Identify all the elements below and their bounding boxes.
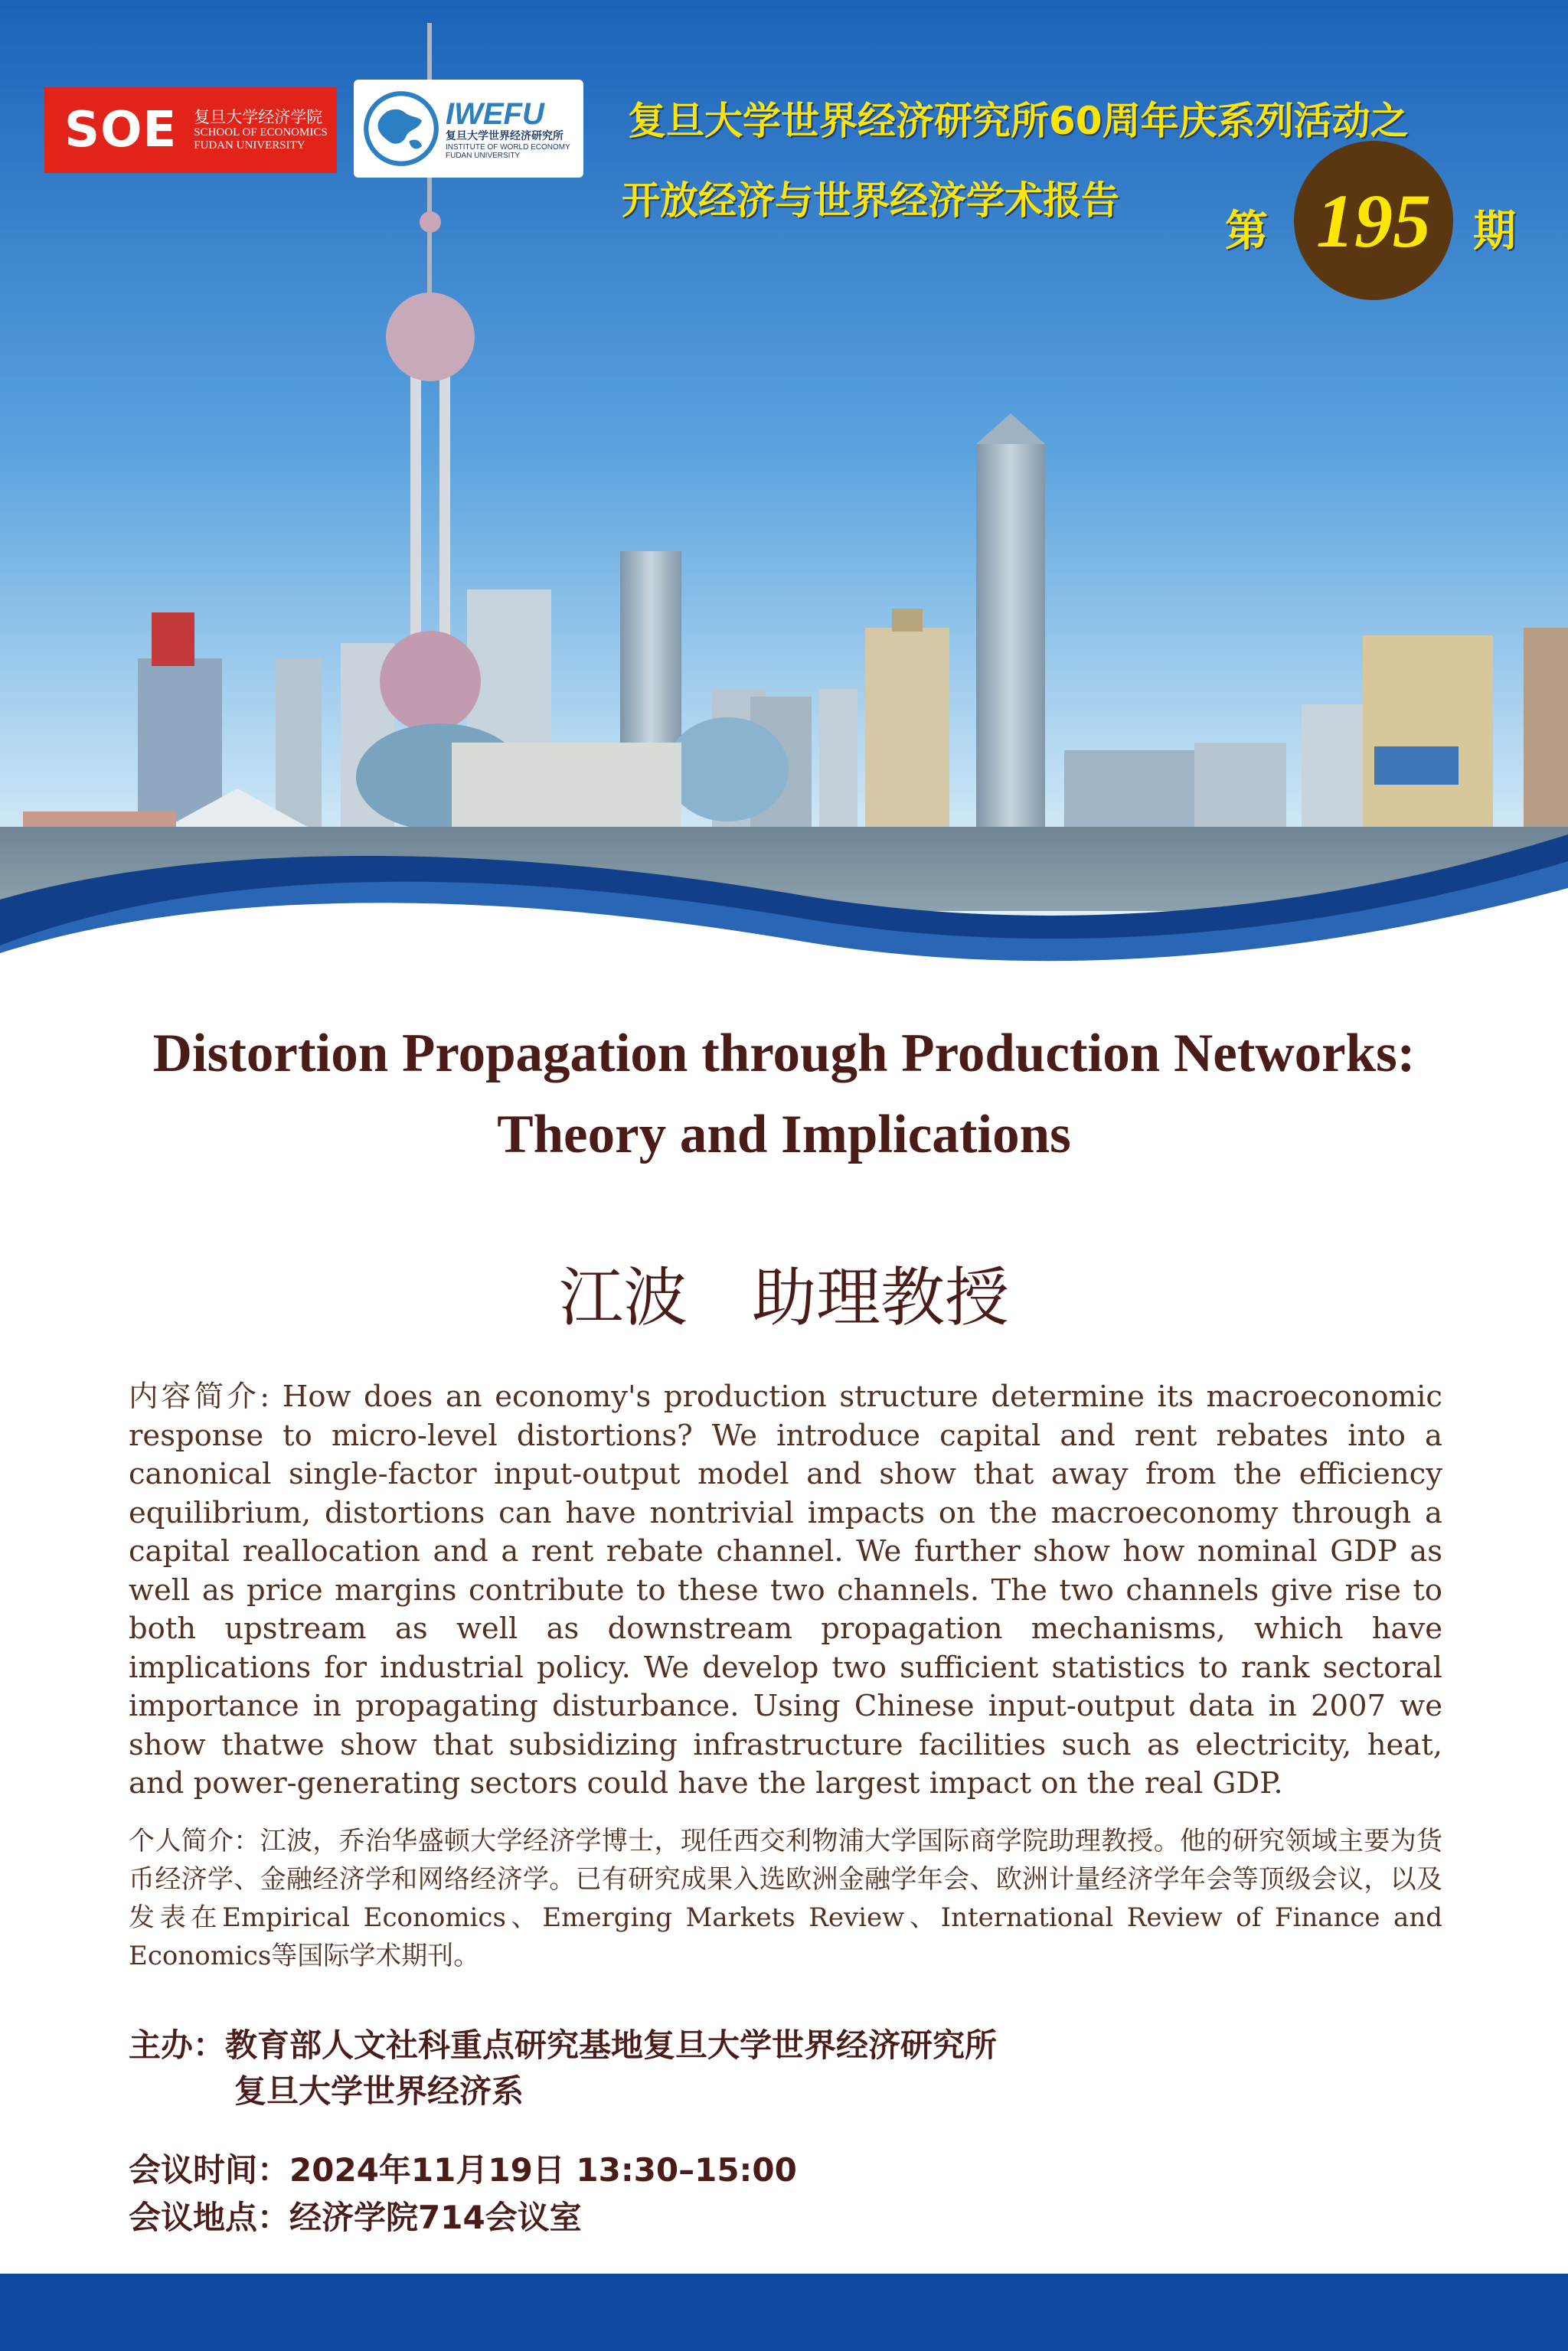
meeting-info	[129, 2147, 797, 2242]
soe-name-cn: 复旦大学经济学院	[194, 107, 323, 126]
soe-logo-text	[194, 108, 327, 153]
iwefu-name-cn: 复旦大学世界经济研究所	[446, 130, 564, 143]
meeting-time: 会议时间：2024年11月19日 13:30–15:00	[129, 2151, 797, 2189]
soe-name-en-1: SCHOOL OF ECONOMICS	[194, 126, 328, 139]
footer-bar	[0, 2274, 1568, 2351]
abstract-text: 内容简介: How does an economy's production structure determine its macroeconomic response to micro-level distortions? We introduce capital and rent rebates into a canonical single-factor input-output model and show that away from the efficiency equilibrium, distortions can have nontrivial impacts on the macroeconomy through a capital reallocation and a rent rebate channel. We further show how nominal GDP as well as price margins contribute to these two channels. The two channels give rise to both upstream as well as downstream propagation mechanisms, which have implications for industrial policy. We develop two sufficient statistics to rank sectoral importance in propagating disturbance. Using Chinese input-output data in 2007 we show thatwe show that subsidizing infrastructure facilities such as electricity, heat, and power-generating sectors could have the largest impact on the real GDP.	[129, 1380, 1442, 1801]
series-title-line1: 复旦大学世界经济研究所60周年庆系列活动之	[628, 99, 1409, 143]
issue-prefix: 第	[1225, 207, 1268, 256]
issue-number: 195	[1316, 178, 1431, 263]
meeting-place: 会议地点：经济学院714会议室	[129, 2199, 582, 2236]
iwefu-name-en-2: FUDAN UNIVERSITY	[446, 151, 521, 160]
speaker-name: 江波 助理教授	[558, 1260, 1009, 1335]
issue-number-badge	[1294, 141, 1453, 300]
iwefu-logo-text	[446, 97, 570, 159]
issue-suffix: 期	[1473, 207, 1516, 256]
iwefu-logo	[354, 80, 583, 178]
talk-title-line1: Distortion Propagation through Production Networks:	[152, 1024, 1416, 1083]
iwefu-brand: IWEFU	[446, 97, 544, 132]
talk-title-line2: Theory and Implications	[497, 1105, 1071, 1164]
soe-logo-mark: SOE	[64, 102, 178, 158]
soe-logo	[44, 87, 337, 173]
organizers	[129, 2023, 997, 2114]
globe-icon	[361, 89, 441, 168]
iwefu-name-en-1: INSTITUTE OF WORLD ECONOMY	[446, 142, 570, 152]
series-title-line2: 开放经济与世界经济学术报告	[622, 178, 1119, 223]
organizer-line1: 主办：教育部人文社科重点研究基地复旦大学世界经济研究所	[129, 2026, 998, 2064]
organizer-line2: 复旦大学世界经济系	[234, 2072, 524, 2110]
soe-name-en-2: FUDAN UNIVERSITY	[194, 139, 305, 152]
bio-text: 个人简介：江波，乔治华盛顿大学经济学博士，现任西交利物浦大学国际商学院助理教授。他的研究领域主要为货币经济学、金融经济学和网络经济学。已有研究成果入选欧洲金融学年会、欧洲计量经济学年会等顶级会议，以及发表在Empirical Economics、Emerging Markets Review、International Review of Finance and Economics等国际学术期刊。	[129, 1826, 1442, 1971]
